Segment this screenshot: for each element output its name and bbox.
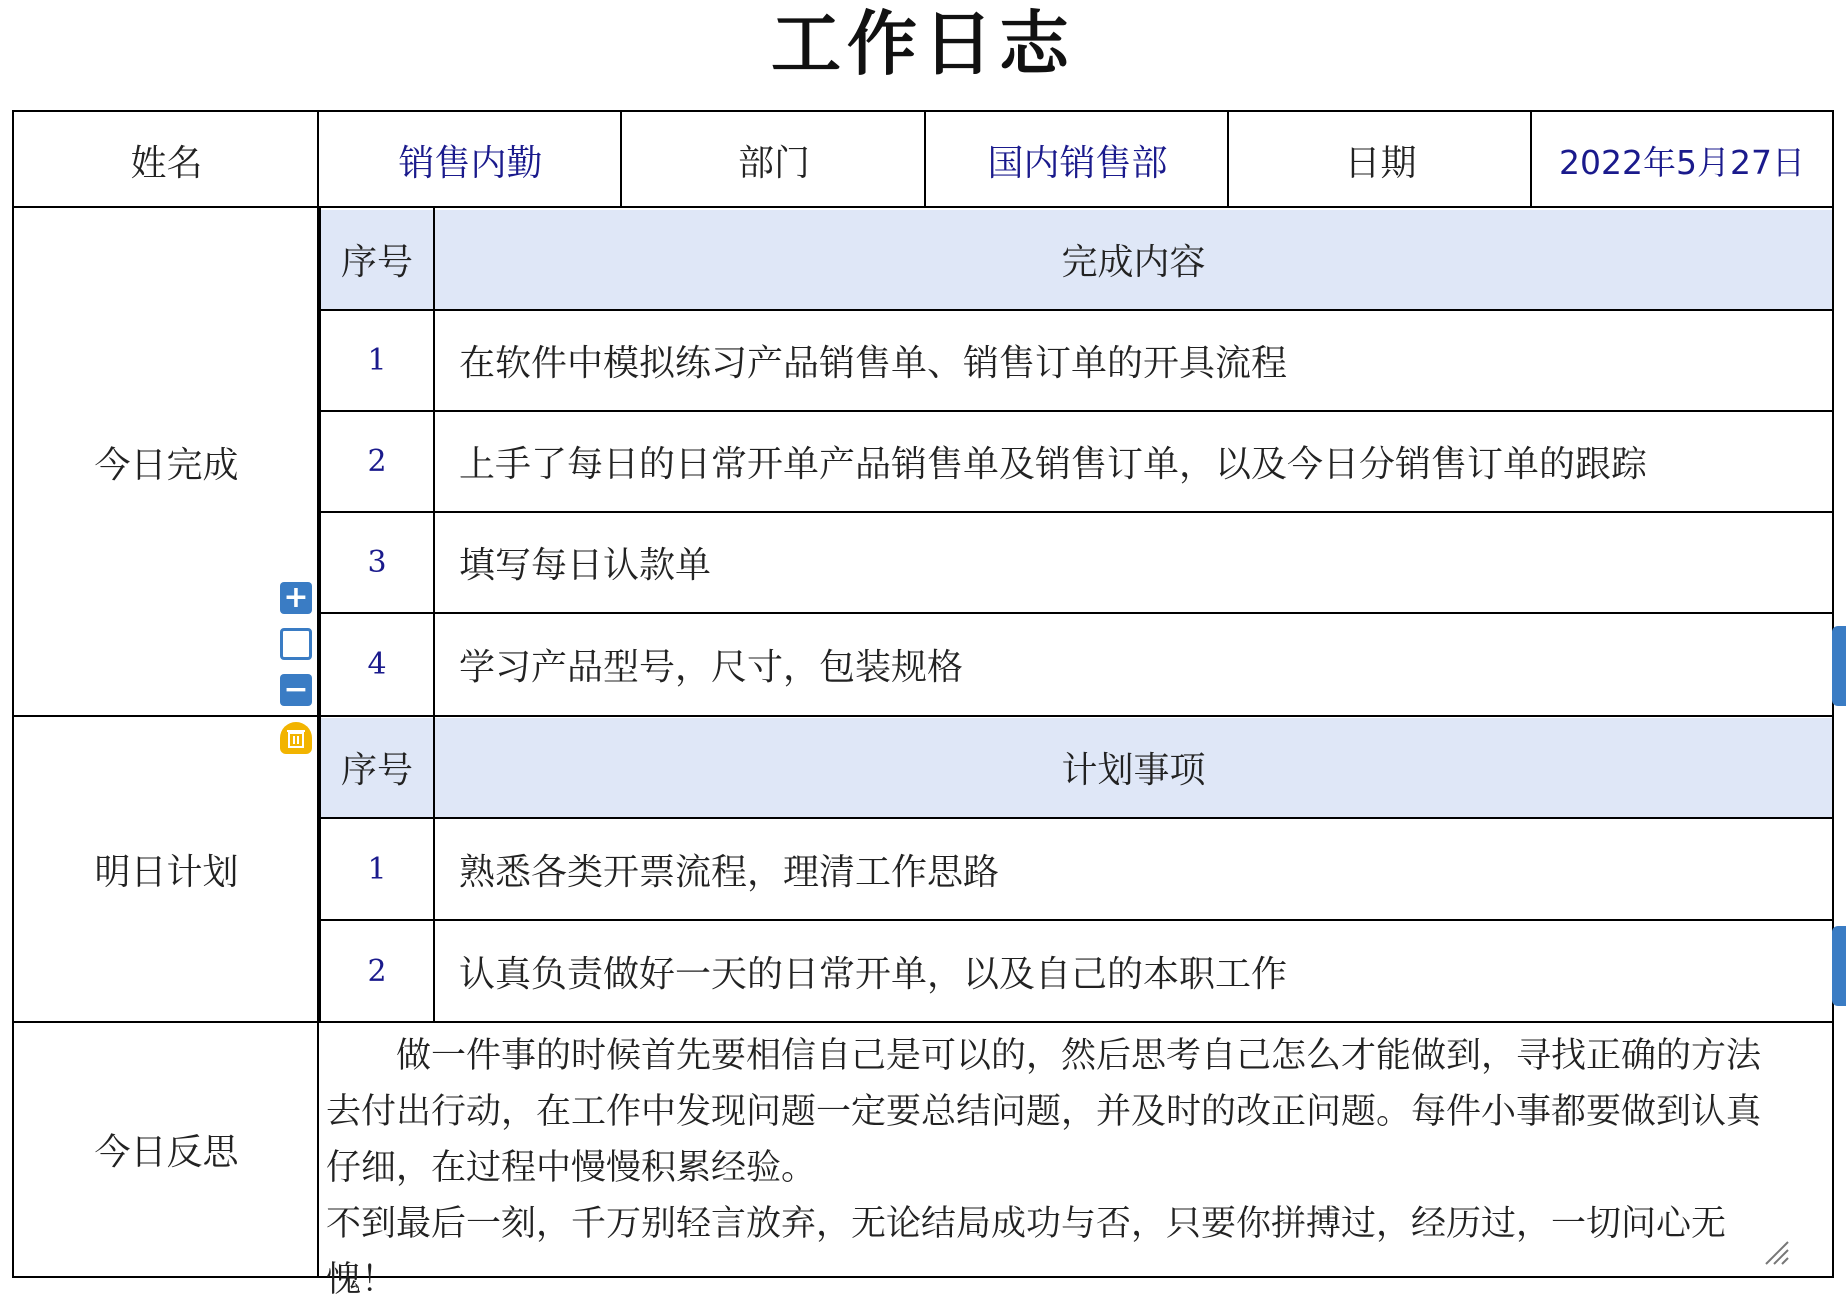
done-row-1-index: 1	[367, 343, 387, 378]
trash-icon[interactable]	[280, 722, 312, 754]
done-col-index: 序号	[340, 241, 413, 283]
divider	[14, 1021, 1832, 1023]
divider	[1227, 112, 1229, 208]
done-row-4-text[interactable]: 学习产品型号，尺寸，包装规格	[459, 647, 964, 688]
plan-row-1-index: 1	[367, 851, 387, 887]
plan-col-content: 计划事项	[1061, 749, 1206, 791]
reflection-paragraph-2: 不到最后一刻，千万别轻言放弃，无论结局成功与否，只要你拼搏过，经历过，一切问心无愧！	[326, 1204, 1727, 1300]
plan-col-index: 序号	[340, 749, 413, 791]
done-row-2-index: 2	[367, 444, 387, 479]
date-value[interactable]: 2022年5月27日	[1559, 142, 1805, 182]
square-icon[interactable]	[280, 628, 312, 660]
today-done-label: 今日完成	[94, 444, 239, 486]
dept-label: 部门	[737, 142, 810, 184]
page-title: 工作日志	[771, 3, 1075, 85]
done-row-1-text[interactable]: 在软件中模拟练习产品销售单、销售订单的开具流程	[459, 343, 1288, 384]
trash-glyph	[285, 727, 307, 749]
name-value[interactable]: 销售内勤	[398, 142, 543, 184]
plus-icon[interactable]: +	[280, 582, 312, 614]
divider	[319, 612, 1832, 614]
reflection-paragraph-1: 做一件事的时候首先要相信自己是可以的，然后思考自己怎么才能做到，寻找正确的方法去付出行动，在工作中发现问题一定要总结问题，并及时的改正问题。每件小事都要做到认真仔细，在过程中慢慢积累经验。	[326, 1036, 1762, 1188]
done-row-2-text[interactable]: 上手了每日的日常开单产品销售单及销售订单，以及今日分销售订单的跟踪	[459, 444, 1648, 485]
divider	[319, 410, 1832, 412]
done-col-content: 完成内容	[1061, 241, 1206, 283]
divider	[1530, 112, 1532, 208]
done-row-4-index: 4	[367, 647, 387, 682]
name-label: 姓名	[130, 142, 203, 184]
tomorrow-plan-label: 明日计划	[94, 851, 239, 893]
done-row-3-text[interactable]: 填写每日认款单	[459, 545, 712, 586]
divider	[924, 112, 926, 208]
reflection-label: 今日反思	[94, 1131, 239, 1173]
plan-row-2-text[interactable]: 认真负责做好一天的日常开单，以及自己的本职工作	[459, 953, 1288, 995]
resize-handle-icon[interactable]	[1760, 1236, 1790, 1266]
divider	[319, 208, 321, 1022]
divider	[14, 206, 1832, 208]
date-label: 日期	[1344, 142, 1417, 184]
divider	[319, 511, 1832, 513]
side-tab[interactable]	[1832, 626, 1846, 706]
reflection-text[interactable]	[326, 1028, 1776, 1308]
minus-icon[interactable]: −	[280, 674, 312, 706]
divider	[14, 715, 1832, 717]
divider	[319, 309, 1832, 311]
plan-row-2-index: 2	[367, 953, 387, 989]
divider	[433, 208, 435, 1022]
divider	[319, 919, 1832, 921]
plan-row-1-text[interactable]: 熟悉各类开票流程，理清工作思路	[459, 851, 1000, 893]
divider	[319, 817, 1832, 819]
side-tab[interactable]	[1832, 926, 1846, 1006]
dept-value[interactable]: 国内销售部	[987, 142, 1168, 184]
divider	[620, 112, 622, 208]
done-row-3-index: 3	[367, 545, 387, 580]
